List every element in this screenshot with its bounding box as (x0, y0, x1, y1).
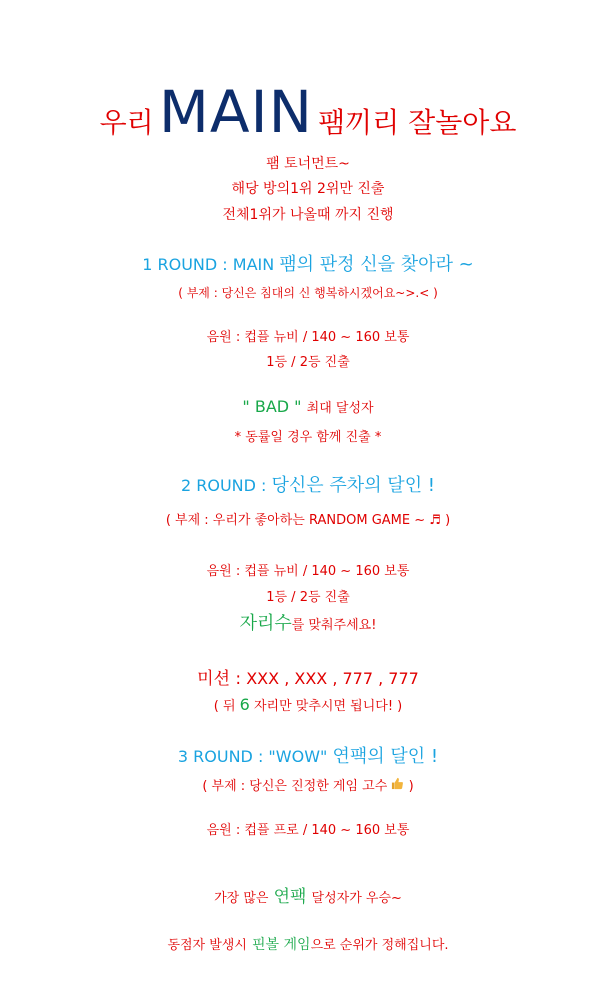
round3-subtitle-close: ) (408, 779, 414, 794)
round2-mission (0, 664, 616, 689)
intro-line-3: 전체1위가 나올때 까지 진행 (222, 207, 394, 223)
round1-heading-label: 1 ROUND : MAIN (142, 255, 275, 274)
round2-digits-label: 자리수 (239, 613, 292, 634)
round2-subtitle-text: ( 부제 : 우리가 좋아하는 RANDOM GAME ~ (165, 513, 426, 528)
round2-advance: 1등 / 2등 진출 (266, 590, 350, 605)
round1-bad-suffix: 최대 달성자 (306, 401, 374, 416)
intro-line-1: 팸 토너먼트~ (266, 156, 350, 172)
round2-heading-title: 당신은 주차의 달인 ! (271, 475, 436, 496)
page-title (0, 78, 616, 146)
tiebreak-highlight: 핀볼 게임 (252, 937, 311, 953)
round1-heading-title: 팸의 판정 신을 찾아라 ~ (279, 254, 474, 275)
thumbs-up-icon (391, 777, 404, 794)
round3-subtitle-text: ( 부제 : 당신은 진정한 게임 고수 (202, 779, 388, 794)
round3-subtitle (0, 775, 616, 794)
round2-mission-value: XXX , XXX , 777 , 777 (246, 669, 419, 688)
round2-hint-number: 6 (239, 695, 250, 714)
round3-music: 음원 : 컵플 프로 / 140 ~ 160 보통 (206, 823, 410, 838)
tiebreak-suffix: 으로 순위가 정해집니다. (310, 938, 449, 953)
round2-heading (0, 471, 616, 497)
round2-mission-label: 미션 : (197, 669, 242, 689)
round2-digits-line (0, 609, 616, 635)
round1-advance: 1등 / 2등 진출 (266, 355, 350, 370)
round1-music: 음원 : 컵플 뉴비 / 140 ~ 160 보통 (206, 330, 410, 345)
round2-subtitle (0, 509, 616, 528)
round1-tie-note: * 동률일 경우 함께 진출 * (234, 430, 382, 445)
round2-music: 음원 : 컵플 뉴비 / 140 ~ 160 보통 (206, 564, 410, 579)
tiebreak-prefix: 동점자 발생시 (167, 938, 247, 953)
winner-prefix: 가장 많은 (214, 891, 269, 906)
tiebreak-line (0, 934, 616, 954)
music-note-icon: ♬ (429, 513, 441, 528)
round2-hint (0, 695, 616, 714)
round2-hint-prefix: ( 뒤 (213, 699, 236, 714)
winner-suffix: 달성자가 우승~ (311, 891, 402, 906)
round1-heading (0, 250, 616, 276)
round2-digits-suffix: 를 맞춰주세요! (291, 618, 377, 633)
intro-line-2: 해당 방의1위 2위만 진출 (231, 181, 385, 197)
round3-heading (0, 742, 616, 768)
round1-subtitle: ( 부제 : 당신은 침대의 신 행복하시겠어요~>.< ) (178, 286, 438, 300)
title-main: MAIN (158, 78, 314, 146)
round2-subtitle-close: ) (445, 513, 451, 528)
round3-heading-label: 3 ROUND : "WOW" (177, 747, 328, 766)
winner-highlight: 연팩 (273, 887, 307, 907)
title-suffix: 팸끼리 잘놀아요 (318, 106, 517, 139)
winner-line (0, 882, 616, 907)
round2-hint-suffix: 자리만 맞추시면 됩니다! ) (253, 699, 403, 714)
title-prefix: 우리 (99, 106, 154, 139)
round1-bad-line (0, 397, 616, 416)
round2-heading-label: 2 ROUND : (180, 476, 267, 495)
round3-heading-title: 연팩의 달인 ! (332, 746, 439, 767)
round1-bad-label: " BAD " (242, 397, 302, 416)
